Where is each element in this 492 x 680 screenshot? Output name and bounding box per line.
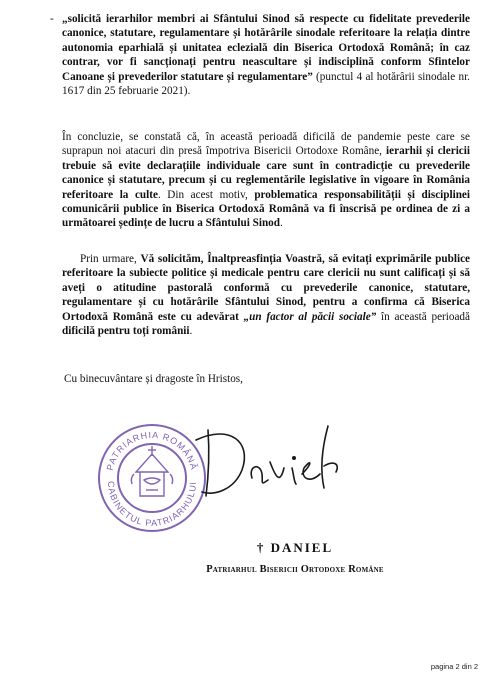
bullet-reference-text: (punctul 4 al hotărârii sinodale nr. 1617 din 25 februarie 2021). <box>62 70 470 98</box>
conclusion-intro: În concluzie, se constată că, în această perioadă dificilă de pandemie peste care se suprapun noi atacuri din presă împotriva Bisericii Ortodoxe Române, <box>62 131 470 158</box>
conclusion-mid: . Din acest motiv, <box>157 188 255 201</box>
bullet-paragraph <box>50 12 470 98</box>
signature-block <box>180 540 410 575</box>
request-paragraph <box>62 252 470 338</box>
bullet-dash: - <box>50 13 54 25</box>
request-quote: „un factor al păcii sociale” <box>243 310 377 323</box>
seal-top-text: PATRIARHIA ROMÂNĂ <box>104 429 200 472</box>
signatory-name: † DANIEL <box>256 540 334 555</box>
seal-bottom-text: CABINETUL PATRIARHULUI <box>105 480 199 529</box>
bullet-text <box>62 12 470 98</box>
seal-emblem-icon <box>131 446 172 496</box>
conclusion-end: . <box>279 217 283 230</box>
request-end: . <box>189 325 193 338</box>
handwritten-signature <box>190 418 370 508</box>
closing-salutation: Cu binecuvântare și dragoste în Hristos, <box>64 373 243 385</box>
request-bold-1: Vă solicităm, Înaltpreasfinția Voastră, să evitați exprimările publice referitoare la subiecte politice și medicale pentru care clericii nu sunt calificați și să aveți o atitudine pastorală conformă cu prevederile canonice, statutare, regulamentare și cu hotărârile Sfântului Sinod, pentru a confirma că Biserica Ortodoxă Română este cu adevărat <box>62 253 471 323</box>
conclusion-paragraph <box>62 130 470 231</box>
request-bold-2: dificilă pentru toți românii <box>62 325 190 338</box>
request-intro: Prin urmare, <box>80 253 141 265</box>
conclusion-bold-2: problematica responsabilității și disciplinei comunicării publice în Biserica Ortodoxă Română va fi înscrisă pe ordinea de zi a următoarei ședințe de lucru a Sfântului Sinod <box>62 188 470 230</box>
conclusion-bold-1: ierarhii și clericii trebuie să evite declarațiile individuale care sunt în contradicție cu prevederile canonice și statutare, precum și cu reglementările legislative în vigoare în România referitoare la culte <box>62 145 470 201</box>
request-mid: în această perioadă <box>376 310 470 323</box>
signatory-title: Patriarhul Bisericii Ortodoxe Române <box>206 564 384 575</box>
page-number: pagina 2 din 2 <box>430 662 478 671</box>
bullet-bold-text: „solicită ierarhilor membri ai Sfântului Sinod să respecte cu fidelitate prevederile canonice, statutare, regulamentare și hotărârile sinodale referitoare la relația dintre autonomia eparhială și unitatea eclezială din Biserica Ortodoxă Română; în caz contrar, vor fi sancționați pentru neascultare și indisciplină conform Sfintelor Canoane și prevederilor statutare și regulamentare” <box>62 13 470 83</box>
